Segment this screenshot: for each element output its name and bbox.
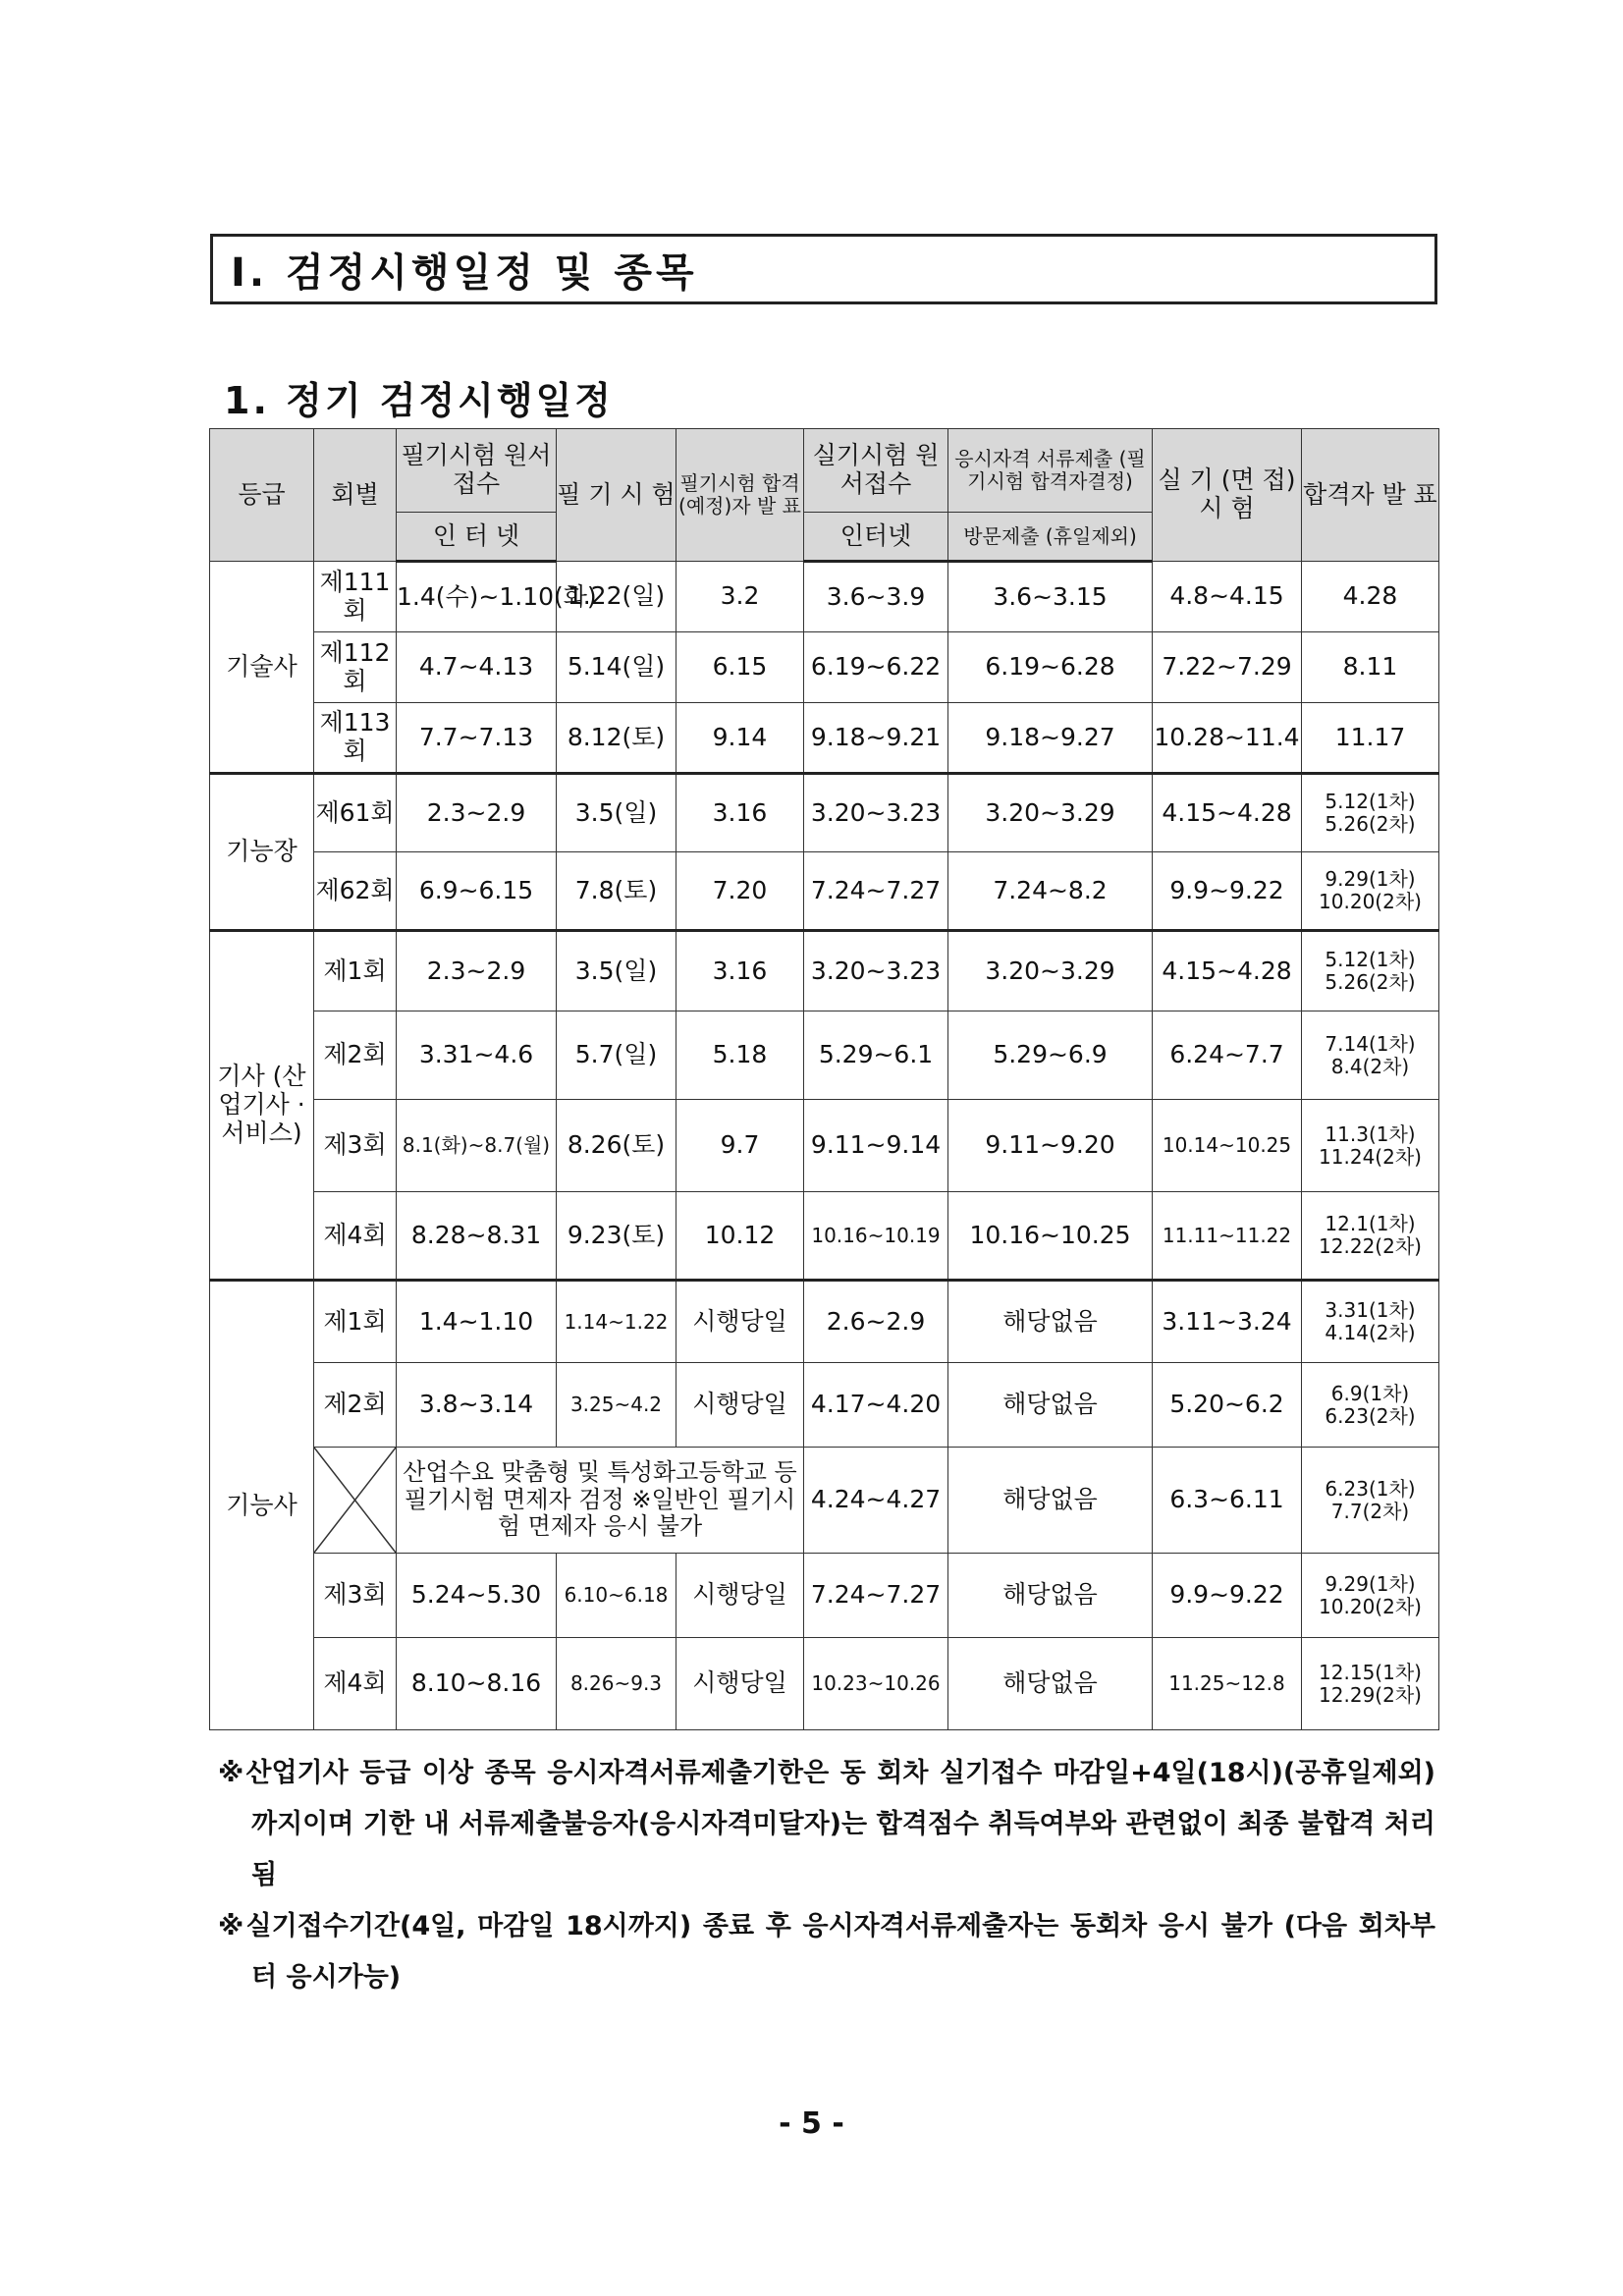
cell: 9.14 xyxy=(676,703,804,774)
cell: 3.20~3.29 xyxy=(948,774,1153,852)
page-number: - 5 - xyxy=(779,2106,844,2141)
cell: 8.26(토) xyxy=(557,1100,676,1192)
cell: 시행당일 xyxy=(676,1281,804,1363)
cell: 11.17 xyxy=(1302,703,1439,774)
cell: 제112회 xyxy=(314,632,397,703)
cell: 11.25~12.8 xyxy=(1153,1638,1302,1730)
cell: 5.18 xyxy=(676,1011,804,1100)
cell: 10.28~11.4 xyxy=(1153,703,1302,774)
cell: 6.23(1차) 7.7(2차) xyxy=(1302,1448,1439,1554)
cell: 7.24~7.27 xyxy=(804,852,948,931)
cell: 6.3~6.11 xyxy=(1153,1448,1302,1554)
cell: 4.7~4.13 xyxy=(397,632,557,703)
header-final-result: 합격자 발 표 xyxy=(1302,429,1439,562)
cell: 11.3(1차) 11.24(2차) xyxy=(1302,1100,1439,1192)
cell: 9.11~9.14 xyxy=(804,1100,948,1192)
cell: 12.15(1차) 12.29(2차) xyxy=(1302,1638,1439,1730)
cell: 제2회 xyxy=(314,1011,397,1100)
cell: 2.3~2.9 xyxy=(397,931,557,1011)
cell: 9.29(1차) 10.20(2차) xyxy=(1302,852,1439,931)
grade-cell: 기사 (산업기사 · 서비스) xyxy=(210,931,314,1281)
cell: 3.20~3.23 xyxy=(804,931,948,1011)
cell: 5.12(1차) 5.26(2차) xyxy=(1302,931,1439,1011)
cell: 5.24~5.30 xyxy=(397,1554,557,1638)
cell: 8.1(화)~8.7(월) xyxy=(397,1100,557,1192)
cell: 4.28 xyxy=(1302,562,1439,632)
cell: 3.31~4.6 xyxy=(397,1011,557,1100)
cell: 5.20~6.2 xyxy=(1153,1363,1302,1448)
cell: 5.29~6.1 xyxy=(804,1011,948,1100)
cell: 4.17~4.20 xyxy=(804,1363,948,1448)
cell: 제4회 xyxy=(314,1192,397,1281)
cell: 9.18~9.21 xyxy=(804,703,948,774)
cell: 1.14~1.22 xyxy=(557,1281,676,1363)
grade-cell: 기능장 xyxy=(210,774,314,931)
cell: 7.7~7.13 xyxy=(397,703,557,774)
cell: 3.25~4.2 xyxy=(557,1363,676,1448)
cell: 5.29~6.9 xyxy=(948,1011,1153,1100)
header-written-apply-sub: 인 터 넷 xyxy=(397,513,557,562)
note-late-docs: ※실기접수기간(4일, 마감일 18시까지) 종료 후 응시자격서류제출자는 동회차 응시 불가 (다음 회차부터 응시가능) xyxy=(218,1911,1435,1993)
cell: 제62회 xyxy=(314,852,397,931)
header-docs: 응시자격 서류제출 (필기시험 합격자결정) xyxy=(948,429,1153,513)
cross-mark-icon xyxy=(314,1448,396,1553)
cell: 3.20~3.23 xyxy=(804,774,948,852)
cell: 8.10~8.16 xyxy=(397,1638,557,1730)
subtitle: 1. 정기 검정시행일정 xyxy=(224,379,614,422)
cell: 3.8~3.14 xyxy=(397,1363,557,1448)
cell: 시행당일 xyxy=(676,1363,804,1448)
cell: 6.9(1차) 6.23(2차) xyxy=(1302,1363,1439,1448)
cell: 제3회 xyxy=(314,1554,397,1638)
cell: 12.1(1차) 12.22(2차) xyxy=(1302,1192,1439,1281)
header-grade: 등급 xyxy=(210,429,314,562)
exempt-note-cell: 산업수요 맞춤형 및 특성화고등학교 등 필기시험 면제자 검정 ※일반인 필기시험 면제자 응시 불가 xyxy=(397,1448,804,1554)
cell: 10.16~10.25 xyxy=(948,1192,1153,1281)
cell: 6.9~6.15 xyxy=(397,852,557,931)
cell: 해당없음 xyxy=(948,1554,1153,1638)
cell: 5.14(일) xyxy=(557,632,676,703)
cell: 2.3~2.9 xyxy=(397,774,557,852)
cell: 해당없음 xyxy=(948,1638,1153,1730)
cell: 3.6~3.9 xyxy=(804,562,948,632)
cell: 9.11~9.20 xyxy=(948,1100,1153,1192)
header-written-result: 필기시험 합격(예정)자 발 표 xyxy=(676,429,804,562)
cell: 9.9~9.22 xyxy=(1153,852,1302,931)
cell: 6.24~7.7 xyxy=(1153,1011,1302,1100)
cell: 제2회 xyxy=(314,1363,397,1448)
note-docs-deadline: ※산업기사 등급 이상 종목 응시자격서류제출기한은 동 회차 실기접수 마감일+4일(18시)(공휴일제외)까지이며 기한 내 서류제출불응자(응시자격미달자)는 합격점수 취득여부와 관련없이 최종 불합격 처리됨 xyxy=(218,1758,1435,1890)
cell: 4.8~4.15 xyxy=(1153,562,1302,632)
cell: 3.16 xyxy=(676,931,804,1011)
cell: 3.6~3.15 xyxy=(948,562,1153,632)
cell: 9.7 xyxy=(676,1100,804,1192)
header-written-exam: 필 기 시 험 xyxy=(557,429,676,562)
header-round: 회별 xyxy=(314,429,397,562)
section-title: Ⅰ. 검정시행일정 및 종목 xyxy=(231,249,698,296)
cell: 6.15 xyxy=(676,632,804,703)
cell: 제1회 xyxy=(314,1281,397,1363)
cell: 7.14(1차) 8.4(2차) xyxy=(1302,1011,1439,1100)
cell: 4.15~4.28 xyxy=(1153,774,1302,852)
cell: 7.22~7.29 xyxy=(1153,632,1302,703)
cell: 제4회 xyxy=(314,1638,397,1730)
cell: 8.28~8.31 xyxy=(397,1192,557,1281)
cell: 9.23(토) xyxy=(557,1192,676,1281)
cell: 5.12(1차) 5.26(2차) xyxy=(1302,774,1439,852)
cell: 7.20 xyxy=(676,852,804,931)
schedule-table xyxy=(209,428,1439,1730)
cell: 4.24~4.27 xyxy=(804,1448,948,1554)
grade-cell: 기술사 xyxy=(210,562,314,774)
header-docs-sub: 방문제출 (휴일제외) xyxy=(948,513,1153,562)
notes xyxy=(218,1748,1435,2003)
cell: 5.7(일) xyxy=(557,1011,676,1100)
header-practical-apply: 실기시험 원서접수 xyxy=(804,429,948,513)
cell: 8.26~9.3 xyxy=(557,1638,676,1730)
cell: 6.19~6.28 xyxy=(948,632,1153,703)
header-practical-apply-sub: 인터넷 xyxy=(804,513,948,562)
cell: 3.5(일) xyxy=(557,774,676,852)
cell: 7.8(토) xyxy=(557,852,676,931)
cell: 제111회 xyxy=(314,562,397,632)
cell: 제113회 xyxy=(314,703,397,774)
cell: 3.31(1차) 4.14(2차) xyxy=(1302,1281,1439,1363)
cell: 9.9~9.22 xyxy=(1153,1554,1302,1638)
cell: 7.24~7.27 xyxy=(804,1554,948,1638)
cell: 6.10~6.18 xyxy=(557,1554,676,1638)
cell: 9.29(1차) 10.20(2차) xyxy=(1302,1554,1439,1638)
cell: 1.4(수)~1.10(화) xyxy=(397,562,557,632)
grade-cell: 기능사 xyxy=(210,1281,314,1730)
cell: 8.12(토) xyxy=(557,703,676,774)
cell: 시행당일 xyxy=(676,1554,804,1638)
cell: 3.11~3.24 xyxy=(1153,1281,1302,1363)
cell: 10.23~10.26 xyxy=(804,1638,948,1730)
cell: 11.11~11.22 xyxy=(1153,1192,1302,1281)
header-written-apply: 필기시험 원서접수 xyxy=(397,429,557,513)
cell: 6.19~6.22 xyxy=(804,632,948,703)
cell: 8.11 xyxy=(1302,632,1439,703)
cell: 시행당일 xyxy=(676,1638,804,1730)
crossed-out-cell xyxy=(314,1448,397,1554)
cell: 해당없음 xyxy=(948,1363,1153,1448)
cell: 9.18~9.27 xyxy=(948,703,1153,774)
cell: 4.15~4.28 xyxy=(1153,931,1302,1011)
cell: 제61회 xyxy=(314,774,397,852)
cell: 해당없음 xyxy=(948,1448,1153,1554)
cell: 3.5(일) xyxy=(557,931,676,1011)
cell: 3.16 xyxy=(676,774,804,852)
cell: 2.6~2.9 xyxy=(804,1281,948,1363)
cell: 해당없음 xyxy=(948,1281,1153,1363)
cell: 10.16~10.19 xyxy=(804,1192,948,1281)
cell: 제3회 xyxy=(314,1100,397,1192)
header-practical-exam: 실 기 (면 접) 시 험 xyxy=(1153,429,1302,562)
cell: 1.4~1.10 xyxy=(397,1281,557,1363)
cell: 3.20~3.29 xyxy=(948,931,1153,1011)
section-title-box xyxy=(210,234,1437,304)
cell: 제1회 xyxy=(314,931,397,1011)
cell: 7.24~8.2 xyxy=(948,852,1153,931)
cell: 10.14~10.25 xyxy=(1153,1100,1302,1192)
cell: 10.12 xyxy=(676,1192,804,1281)
cell: 3.2 xyxy=(676,562,804,632)
cell: 1.22(일) xyxy=(557,562,676,632)
